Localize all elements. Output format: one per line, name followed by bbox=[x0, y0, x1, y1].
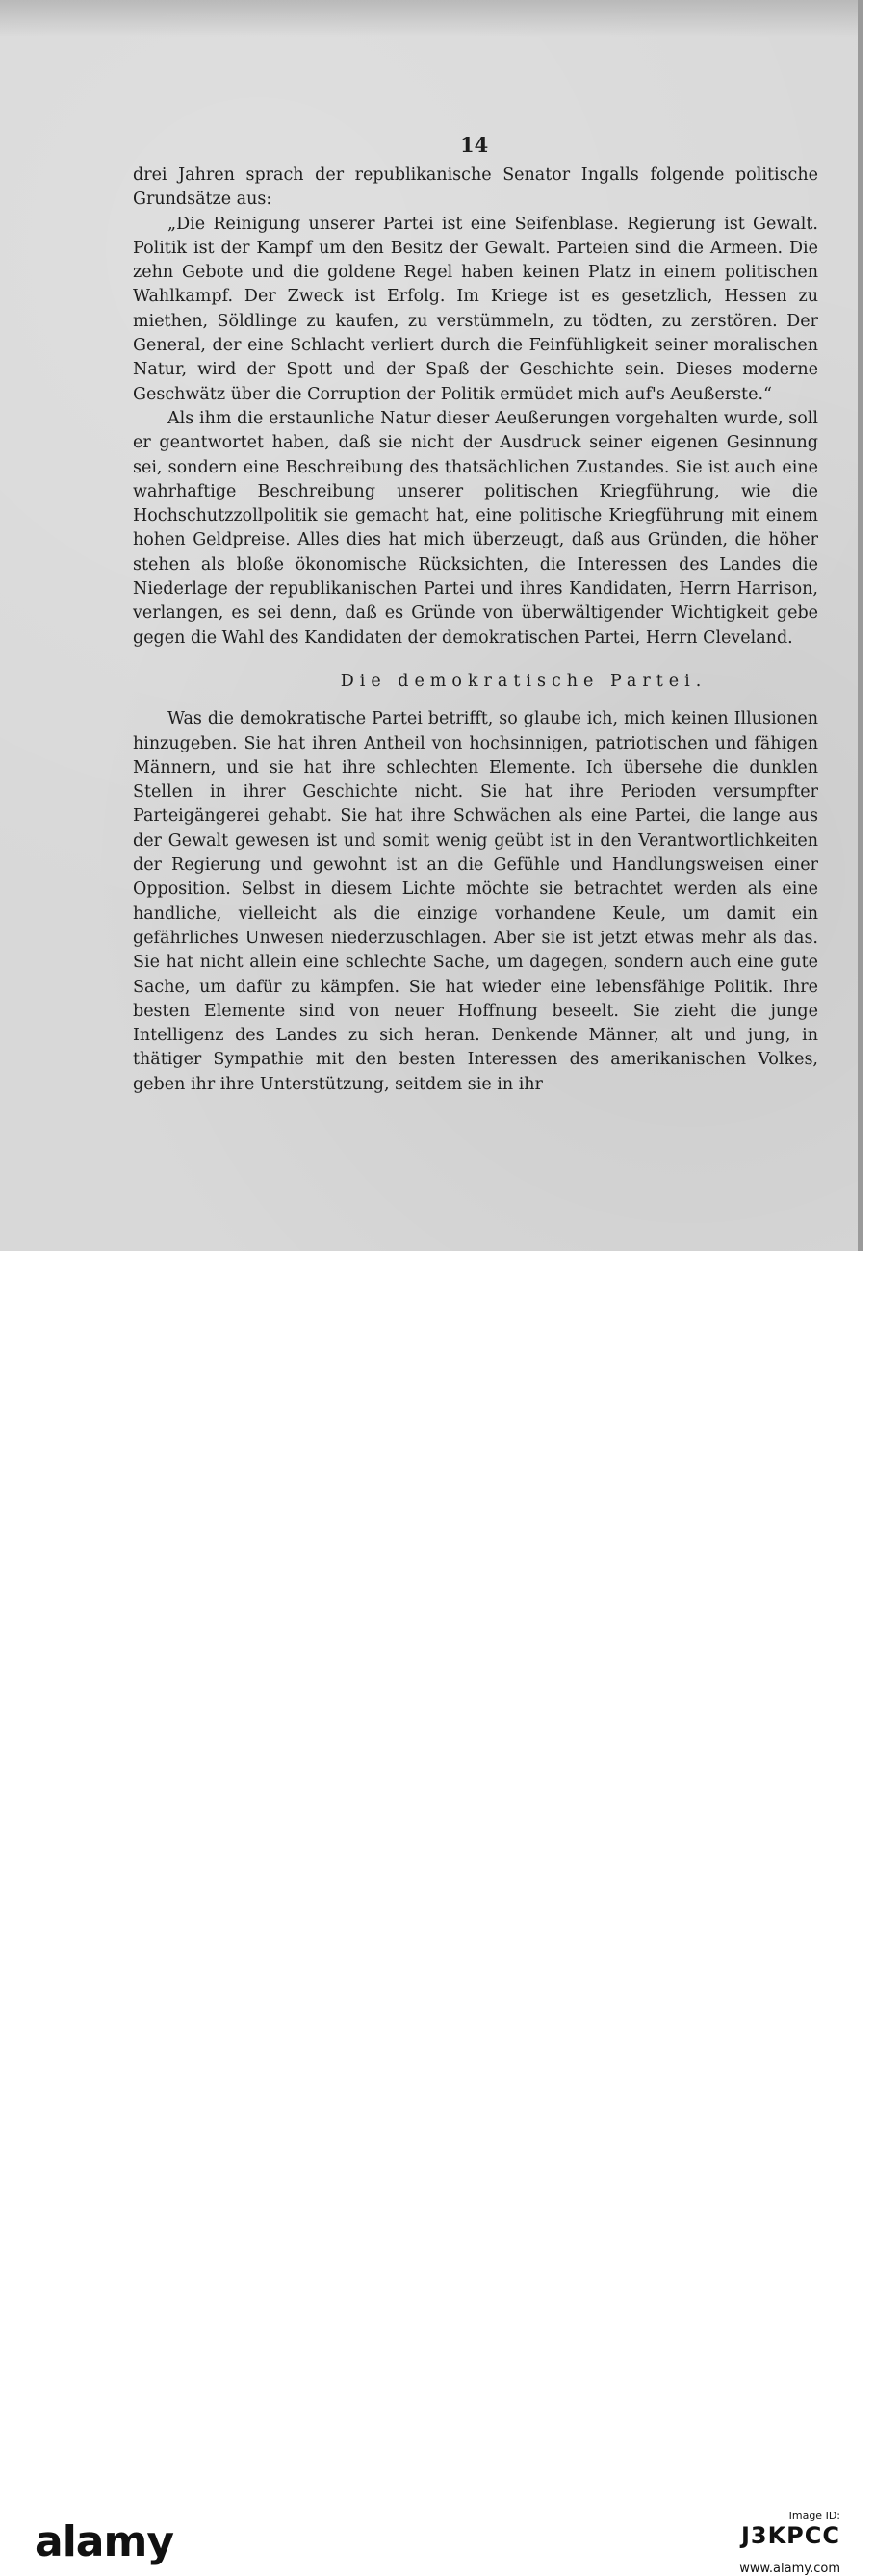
paragraph-1: drei Jahren sprach der republikanische Senator Ingalls folgende politische Grundsätze aus: bbox=[133, 166, 818, 210]
paragraph-4: Was die demokratische Partei betrifft, so glaube ich, mich keinen Illusionen hinzugeben. Sie hat ihren Antheil von hochsinnigen, patriotischen und fähigen Männern, und sie hat ihre schlechten Elemente. Ich übersehe die dunklen Stellen in ihrer Geschichte nicht. Sie hat ihre Perioden versumpfter Parteigängerei gehabt. Sie hat ihre Schwächen als eine Partei, die lange aus der Gewalt gewesen ist und somit wenig geübt ist in den Verantwortlichkeiten der Regierung und gewohnt ist an die Gefühle und Handlungsweisen einer Opposition. Selbst in diesem Lichte möchte sie betrachtet werden als eine handliche, vielleicht als die einzige vorhandene Keule, um damit ein gefährliches Unwesen niederzuschlagen. Aber sie ist jetzt etwas mehr als das. Sie hat nicht allein eine schlechte Sache, um dagegen, sondern auch eine gute Sache, um dafür zu kämpfen. Sie hat wieder eine lebensfähige Politik. Ihre besten Elemente sind von neuer Hoffnung beseelt. Sie zieht die junge Intelligenz des Landes zu sich heran. Denkende Männer, alt und jung, in thätiger Sympathie mit den besten Interessen des amerikanischen Volkes, geben ihr ihre Unterstützung, seitdem sie in ihr bbox=[133, 709, 818, 1094]
page-top-edge bbox=[0, 0, 863, 37]
site-url: www.alamy.com bbox=[739, 2562, 840, 2576]
section-heading: Die demokratische Partei. bbox=[340, 671, 708, 691]
watermark-bar bbox=[0, 1251, 875, 2576]
alamy-logo: alamy bbox=[35, 2517, 173, 2566]
image-id-block bbox=[741, 2510, 840, 2549]
page-number: 14 bbox=[460, 133, 489, 157]
body-text bbox=[133, 164, 818, 1097]
image-id-code: J3KPCC bbox=[740, 2522, 840, 2549]
paragraph-2-quote: „Die Reinigung unserer Partei ist eine Seifenblase. Regierung ist Gewalt. Politik ist der Kampf um den Besitz der Gewalt. Parteien sind die Armeen. Die zehn Gebote und die goldene Regel haben keinen Platz in einem politischen Wahlkampf. Der Zweck ist Erfolg. Im Kriege ist es gesetzlich, Hessen zu miethen, Söldlinge zu kaufen, zu verstümmeln, zu tödten, zu zerstören. Der General, der eine Schlacht verliert durch die Feinfühligkeit seiner moralischen Natur, wird der Spott und der Spaß der Geschichte sein. Dieses moderne Geschwätz über die Corruption der Politik ermüdet mich auf's Aeußerste.“ bbox=[133, 214, 818, 404]
image-id-label: Image ID: bbox=[788, 2510, 840, 2522]
page-right-edge bbox=[858, 0, 863, 1251]
scanned-page bbox=[0, 0, 863, 1251]
paragraph-3: Als ihm die erstaunliche Natur dieser Aeußerungen vorgehalten wurde, soll er geantwortet haben, daß sie nicht der Ausdruck seiner eigenen Gesinnung sei, sondern eine Beschreibung des thatsächlichen Zustandes. Sie ist auch eine wahrhaftige Beschreibung unserer politischen Kriegführung, wie die Hochschutzzollpolitik sie gemacht hat, eine politische Kriegführung mit einem hohen Geldpreise. Alles dies hat mich überzeugt, daß aus Gründen, die höher stehen als bloße ökonomische Rücksichten, die Interessen des Landes die Niederlage der republikanischen Partei und ihres Kandidaten, Herrn Harrison, verlangen, es sei denn, daß es Gründe von überwältigender Wichtigkeit gebe gegen die Wahl des Kandidaten der demokratischen Partei, Herrn Cleveland. bbox=[133, 408, 818, 648]
